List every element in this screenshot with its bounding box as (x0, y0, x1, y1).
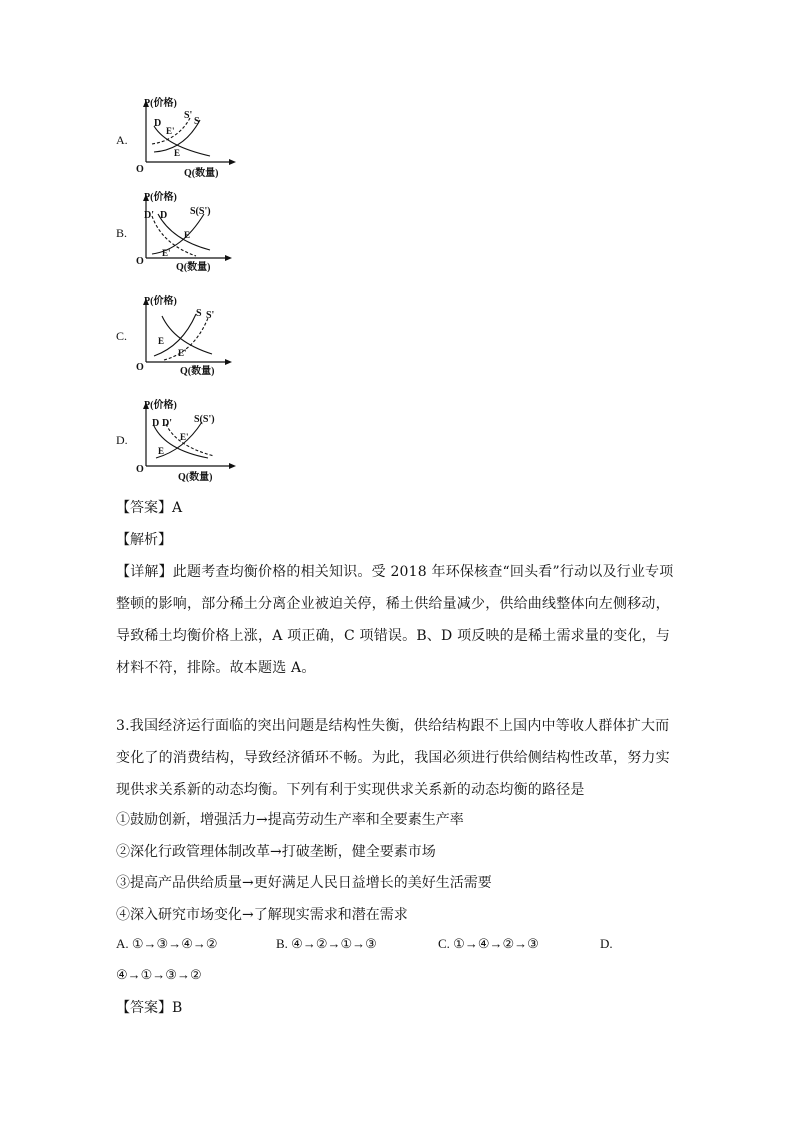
supply-demand-graph-b (132, 192, 242, 274)
supply-demand-graph-a (132, 98, 242, 180)
y-axis-label: P(价格) (144, 192, 177, 203)
curve-label: E' (178, 348, 187, 358)
curve-label: D (154, 118, 162, 129)
choice-a: A. ①→③→④→② (116, 936, 218, 951)
x-axis-label: Q(数量) (176, 262, 211, 273)
curve-label: E (184, 230, 191, 240)
list-item: ①鼓励创新，增强活力→提高劳动生产率和全要素生产率 (116, 812, 464, 828)
x-axis-arrow (225, 359, 232, 365)
option-a-label: A. (116, 133, 128, 147)
choice-c: C. ①→④→②→③ (438, 936, 539, 951)
detail-paragraph: 【详解】此题考查均衡价格的相关知识。受 2018 年环保核查“回头看”行动以及行业专项整顿的影响，部分稀土分离企业被迫关停，稀土供给量减少，供给曲线整体向左侧移动，导致稀土均衡价格上涨，A 项正确，C 项错误。B、D 项反映的是稀土需求量的变化，与材料不符，排除。故本题选 A。 (116, 564, 674, 676)
supply-demand-graph-c (132, 296, 242, 378)
curve-label: S(S') (190, 206, 211, 217)
curve-label: S' (206, 310, 215, 321)
choice-d-continued: ④→①→③→② (116, 967, 202, 982)
curve-label: E (158, 336, 165, 346)
curve-label: S (194, 116, 200, 127)
x-axis-label: Q(数量) (184, 168, 219, 179)
curve-label: E (174, 148, 181, 158)
curve-label: E' (162, 248, 171, 258)
curve-label: D (152, 418, 160, 429)
curve-label: D' (144, 210, 154, 221)
list-item: ②深化行政管理体制改革→打破垄断，健全要素市场 (116, 844, 436, 860)
origin-label: O (136, 362, 144, 373)
curve-label: E (158, 446, 165, 456)
curve-label: S (196, 308, 202, 319)
option-d-label: D. (116, 433, 128, 447)
origin-label: O (136, 256, 144, 267)
choice-b: B. ④→②→①→③ (276, 936, 377, 951)
option-c-label: C. (116, 329, 128, 343)
question-3-stem: 3.我国经济运行面临的突出问题是结构性失衡，供给结构跟不上国内中等收人群体扩大而变化了的消费结构，导致经济循环不畅。为此，我国必须进行供给侧结构性改革，努力实现供求关系新的动态均衡。下列有利于实现供求关系新的动态均衡的路径是 (116, 718, 670, 798)
curve-label: D' (162, 418, 172, 429)
curve-label: S(S') (194, 414, 215, 425)
x-axis-arrow (229, 159, 236, 165)
answer-1: 【答案】A (116, 500, 183, 516)
curve-label: D (160, 210, 168, 221)
curve-label: S' (184, 110, 193, 121)
y-axis-label: P(价格) (144, 400, 177, 411)
curve-label: E' (180, 432, 189, 442)
origin-label: O (136, 164, 144, 175)
analysis-heading: 【解析】 (116, 532, 172, 548)
y-axis-label: P(价格) (144, 296, 177, 307)
x-axis-label: Q(数量) (178, 472, 213, 483)
x-axis-label: Q(数量) (180, 366, 215, 377)
answer-3: 【答案】B (116, 1000, 183, 1016)
origin-label: O (136, 464, 144, 475)
y-axis-label: P(价格) (144, 98, 177, 109)
list-item: ④深入研究市场变化→了解现实需求和潜在需求 (116, 907, 408, 923)
supply-curve-s (154, 314, 196, 356)
x-axis-arrow (225, 255, 232, 261)
supply-demand-graph-d (132, 400, 242, 484)
x-axis-arrow (229, 463, 236, 469)
curve-label: E' (166, 126, 175, 136)
list-item: ③提高产品供给质量→更好满足人民日益增长的美好生活需要 (116, 875, 492, 891)
choice-d: D. (600, 936, 613, 951)
option-b-label: B. (116, 226, 128, 240)
